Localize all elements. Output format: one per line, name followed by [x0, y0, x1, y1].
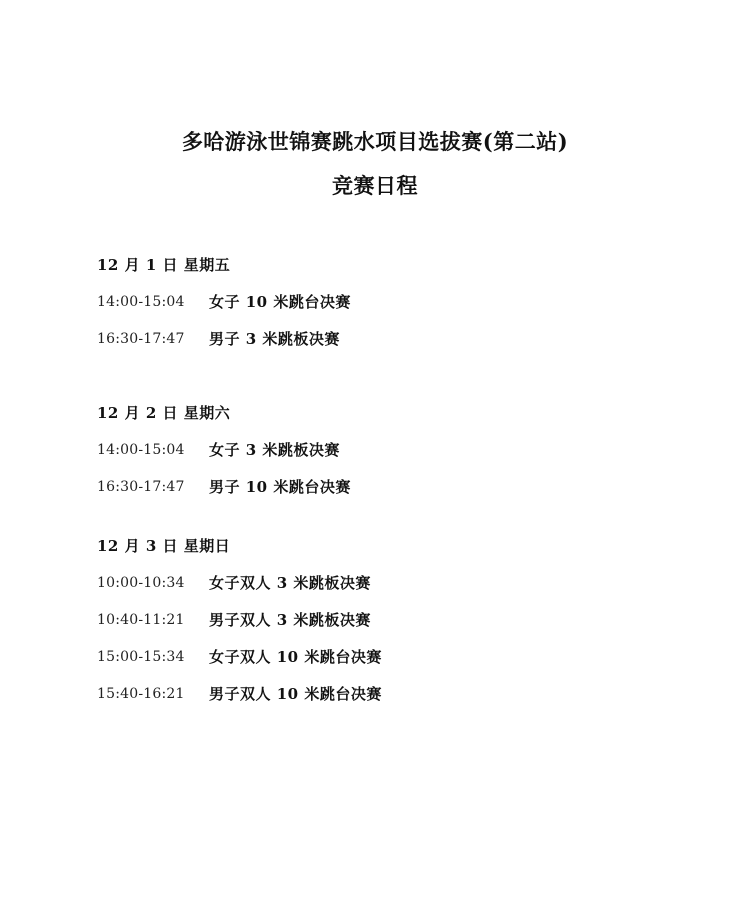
event-time: 15:40-16:21 — [97, 686, 185, 702]
event-row — [97, 291, 697, 313]
event-time: 16:30-17:47 — [97, 331, 185, 347]
day-header: 12 月 2 日 星期六 — [97, 404, 231, 422]
event-name: 男子 3 米跳板决赛 — [209, 330, 340, 348]
event-row — [97, 609, 697, 631]
event-row — [97, 328, 697, 350]
day-section-1 — [97, 254, 697, 350]
event-row — [97, 572, 697, 594]
event-row — [97, 646, 697, 668]
event-name: 男子 10 米跳台决赛 — [209, 478, 351, 496]
event-time: 10:00-10:34 — [97, 575, 185, 591]
event-row — [97, 683, 697, 705]
event-list — [97, 572, 697, 705]
event-time: 14:00-15:04 — [97, 442, 185, 458]
day-header: 12 月 1 日 星期五 — [97, 256, 231, 274]
event-list — [97, 439, 697, 498]
event-name: 女子双人 3 米跳板决赛 — [209, 574, 371, 592]
document-title: 多哈游泳世锦赛跳水项目选拔赛(第二站) — [181, 129, 569, 154]
event-name: 女子 3 米跳板决赛 — [209, 441, 340, 459]
event-name: 女子 10 米跳台决赛 — [209, 293, 351, 311]
day-header: 12 月 3 日 星期日 — [97, 537, 231, 555]
event-name: 女子双人 10 米跳台决赛 — [209, 648, 382, 666]
event-time: 15:00-15:34 — [97, 649, 185, 665]
event-time: 10:40-11:21 — [97, 612, 185, 628]
day-section-2 — [97, 402, 697, 498]
event-name: 男子双人 3 米跳板决赛 — [209, 611, 371, 629]
event-time: 14:00-15:04 — [97, 294, 185, 310]
event-time: 16:30-17:47 — [97, 479, 185, 495]
document-subtitle: 竞赛日程 — [332, 173, 418, 198]
event-row — [97, 439, 697, 461]
event-list — [97, 291, 697, 350]
day-section-3 — [97, 535, 697, 705]
event-name: 男子双人 10 米跳台决赛 — [209, 685, 382, 703]
event-row — [97, 476, 697, 498]
